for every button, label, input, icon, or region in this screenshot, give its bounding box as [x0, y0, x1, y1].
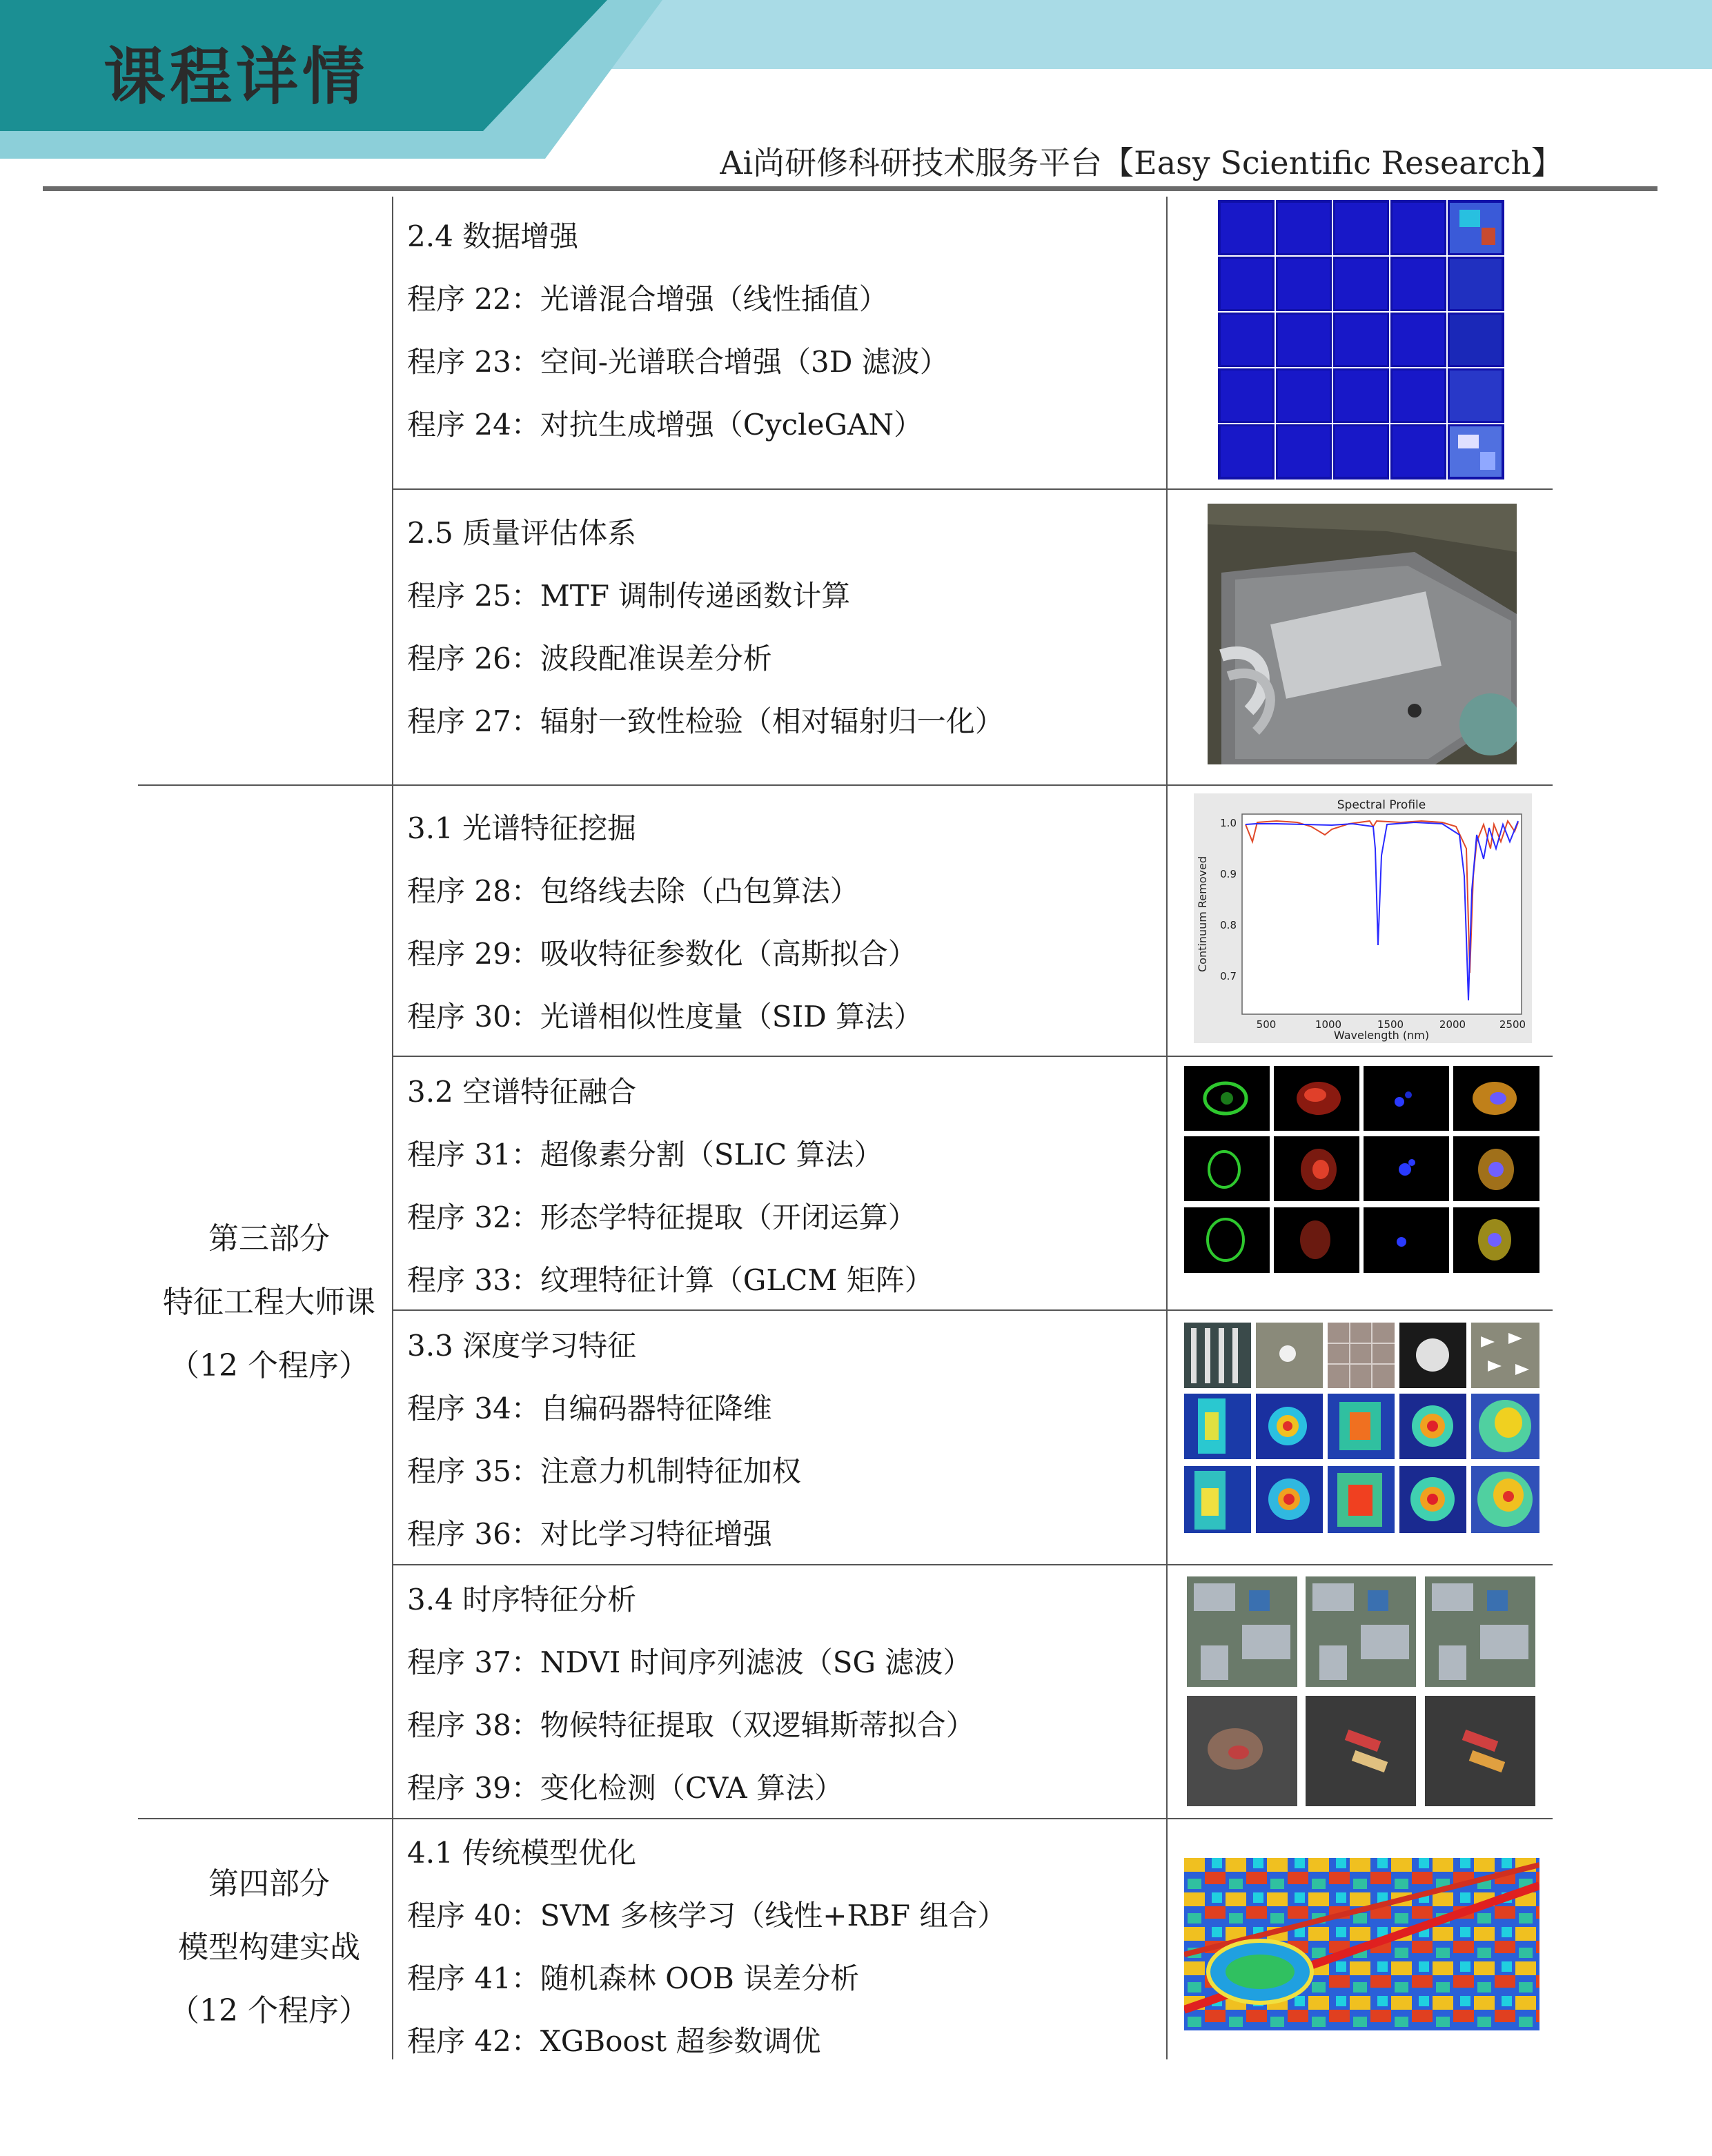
section-heading: 3.1 光谱特征挖掘 [407, 811, 637, 845]
plot-x-label: Wavelength (nm) [1333, 1029, 1430, 1042]
section-2-5 [407, 502, 1004, 753]
plot-x-tick: 2500 [1499, 1018, 1526, 1031]
course-table [138, 197, 1553, 2059]
program-item: 程序 28：包络线去除（凸包算法） [407, 874, 859, 908]
program-item: 程序 39：变化检测（CVA 算法） [407, 1771, 844, 1805]
classification-heatmap-image [1184, 1858, 1539, 2030]
section-3-1 [407, 797, 923, 1048]
part-label-3 [138, 1207, 400, 1398]
part-line: 特征工程大师课 [163, 1285, 375, 1320]
hyperspectral-band-grid-image [1218, 200, 1504, 479]
row-divider [392, 1056, 1553, 1057]
program-item: 程序 31：超像素分割（SLIC 算法） [407, 1138, 883, 1171]
section-heading: 2.4 数据增强 [407, 219, 579, 253]
section-heading: 3.4 时序特征分析 [407, 1583, 637, 1616]
row-divider [138, 784, 1553, 786]
program-item: 程序 29：吸收特征参数化（高斯拟合） [407, 937, 917, 971]
program-item: 程序 33：纹理特征计算（GLCM 矩阵） [407, 1263, 934, 1297]
plot-y-tick: 0.9 [1220, 868, 1237, 880]
part-line: 第四部分 [208, 1866, 330, 1901]
program-item: 程序 23：空间-光谱联合增强（3D 滤波） [407, 345, 949, 379]
section-3-4 [407, 1568, 975, 1819]
temporal-change-grid-image [1187, 1576, 1535, 1806]
section-heading: 3.2 空谱特征融合 [407, 1075, 637, 1109]
section-2-4 [407, 205, 949, 456]
program-item: 程序 37：NDVI 时间序列滤波（SG 滤波） [407, 1645, 972, 1679]
part-line: （12 个程序） [169, 1348, 369, 1383]
table-divider-left [392, 197, 393, 2059]
section-heading: 3.3 深度学习特征 [407, 1329, 637, 1363]
program-item: 程序 40：SVM 多核学习（线性+RBF 组合） [407, 1899, 1007, 1932]
section-3-3 [407, 1314, 801, 1565]
program-item: 程序 35：注意力机制特征加权 [407, 1454, 801, 1488]
plot-y-label: Continuum Removed [1196, 856, 1209, 972]
table-divider-right [1166, 197, 1168, 2059]
plot-x-tick: 500 [1256, 1018, 1277, 1031]
section-heading: 2.5 质量评估体系 [407, 516, 637, 550]
part-label-4 [138, 1852, 400, 2043]
program-item: 程序 24：对抗生成增强（CycleGAN） [407, 408, 923, 442]
part-line: 第三部分 [208, 1221, 330, 1256]
program-item: 程序 41：随机森林 OOB 误差分析 [407, 1961, 860, 1995]
program-item: 程序 36：对比学习特征增强 [407, 1517, 772, 1551]
row-divider [392, 488, 1553, 490]
plot-y-tick: 0.7 [1220, 970, 1237, 982]
plot-y-tick: 0.8 [1220, 919, 1237, 931]
part-line: 模型构建实战 [178, 1930, 360, 1965]
platform-name: Ai尚研修科研技术服务平台【Easy Scientific Research】 [720, 144, 1563, 181]
program-item: 程序 38：物候特征提取（双逻辑斯蒂拟合） [407, 1708, 975, 1742]
plot-y-tick: 1.0 [1220, 817, 1237, 829]
plot-x-tick: 2000 [1439, 1018, 1466, 1031]
header-rule [43, 186, 1657, 191]
program-item: 程序 30：光谱相似性度量（SID 算法） [407, 1000, 923, 1034]
section-heading: 4.1 传统模型优化 [407, 1836, 637, 1870]
fluorescence-cell-grid-image [1184, 1066, 1539, 1273]
plot-title: Spectral Profile [1337, 798, 1426, 812]
program-item: 程序 22：光谱混合增强（线性插值） [407, 282, 888, 316]
plot-x-tick: 1500 [1377, 1018, 1404, 1031]
program-item: 程序 26：波段配准误差分析 [407, 642, 772, 675]
program-item: 程序 34：自编码器特征降维 [407, 1392, 772, 1425]
part-line: （12 个程序） [169, 1993, 369, 2028]
program-item: 程序 42：XGBoost 超参数调优 [407, 2024, 821, 2058]
section-3-2 [407, 1060, 934, 1312]
section-4-1 [407, 1821, 1006, 2073]
program-item: 程序 25：MTF 调制传递函数计算 [407, 579, 851, 613]
page-title: 课程详情 [104, 41, 368, 113]
plot-x-tick: 1000 [1315, 1018, 1342, 1031]
aerial-photo-image [1208, 504, 1517, 764]
attention-heatmap-grid-image [1184, 1323, 1539, 1533]
program-item: 程序 27：辐射一致性检验（相对辐射归一化） [407, 704, 1004, 738]
program-item: 程序 32：形态学特征提取（开闭运算） [407, 1200, 917, 1234]
spectral-profile-plot [1194, 793, 1532, 1043]
